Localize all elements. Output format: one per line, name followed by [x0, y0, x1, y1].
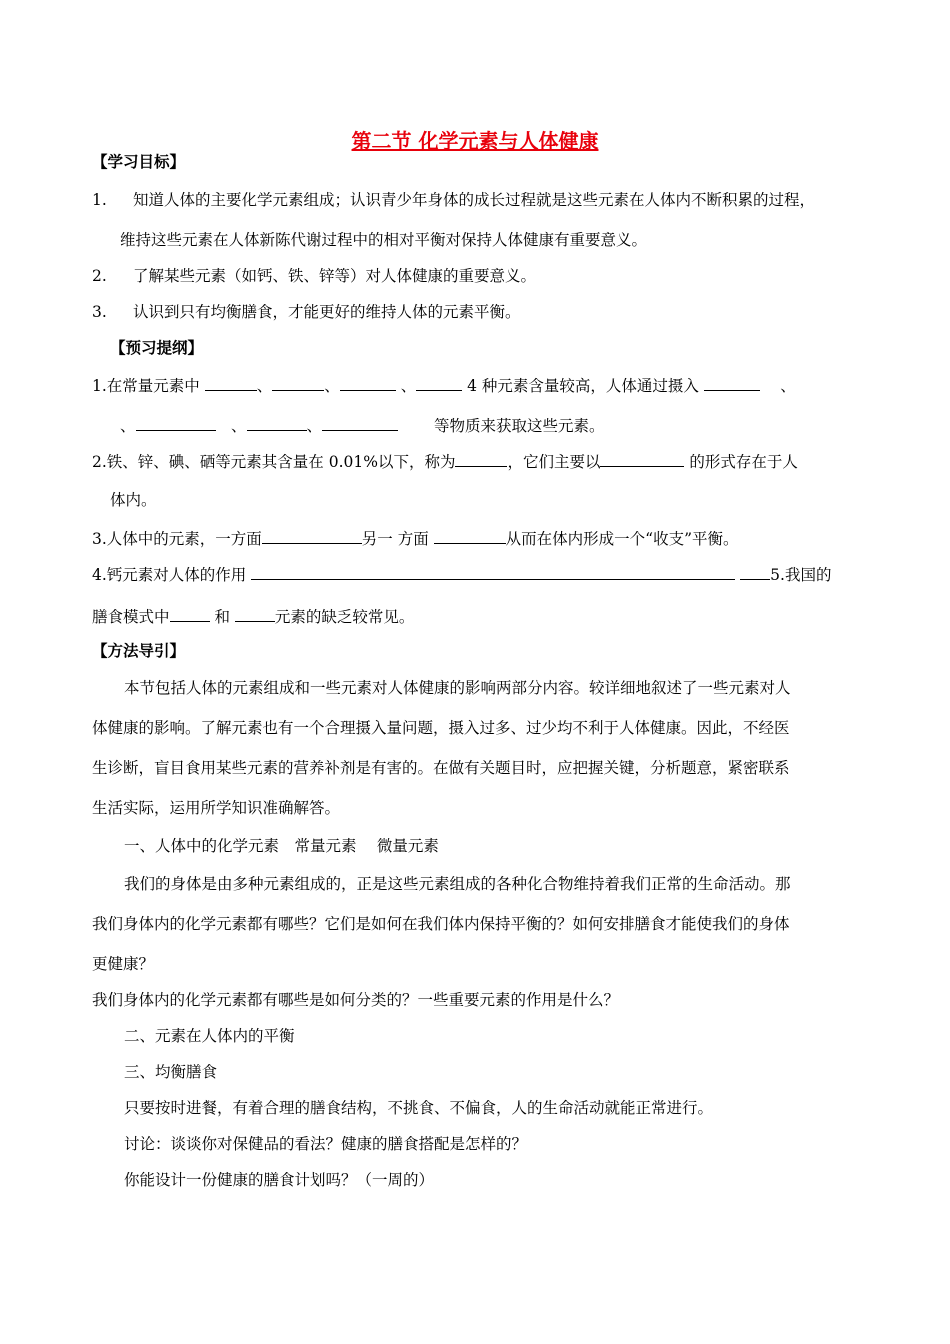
discuss-line: 讨论：谈谈你对保健品的看法？健康的膳食搭配是怎样的？: [124, 1135, 528, 1153]
diet-line: 只要按时进餐，有着合理的膳食结构，不挑食、不偏食，人的生命活动就能正常进行。: [124, 1099, 714, 1117]
q5-text-b: 膳食模式中: [92, 608, 170, 626]
section-part3: 三、均衡膳食: [124, 1063, 218, 1081]
goal-item-3: [92, 302, 520, 322]
goal-number: 3.: [92, 303, 107, 321]
answer-blank[interactable]: [247, 414, 307, 431]
outline-heading: 【预习提纲】: [110, 339, 204, 357]
q3-text-b: 另一 方面: [361, 530, 429, 548]
method-para-line: 本节包括人体的元素组成和一些元素对人体健康的影响两部分内容。较详细地叙述了一些元素对人: [124, 679, 791, 697]
q2-text-a: 2.铁、锌、碘、硒等元素其含量在 0.01%以下，称为: [92, 453, 456, 471]
q5-text-a: 5.我国的: [770, 566, 832, 584]
goal-item-2: [92, 266, 536, 286]
answer-blank[interactable]: [455, 450, 507, 467]
answer-blank[interactable]: [205, 374, 257, 391]
body-para-line: 我们的身体是由多种元素组成的，正是这些元素组成的各种化合物维持着我们正常的生命活动。那: [124, 875, 791, 893]
page-title: 第二节 化学元素与人体健康: [351, 129, 599, 153]
goal-item-1: [92, 190, 815, 210]
answer-blank[interactable]: [272, 374, 324, 391]
method-para-line: 体健康的影响。了解元素也有一个合理摄入量问题，摄入过多、过少均不利于人体健康。因此，不经医: [92, 719, 790, 737]
outline-q3: [92, 527, 739, 549]
answer-blank[interactable]: [340, 374, 396, 391]
q5-text-c: 和: [214, 608, 230, 626]
question-line: 我们身体内的化学元素都有哪些是如何分类的？一些重要元素的作用是什么？: [92, 991, 620, 1009]
q1-text-a: 1.在常量元素中: [92, 377, 200, 395]
body-para-line: 更健康？: [92, 955, 155, 973]
answer-blank[interactable]: [322, 414, 398, 431]
goal-text: 了解某些元素（如钙、铁、锌等）对人体健康的重要意义。: [132, 267, 536, 285]
section-part1: 一、人体中的化学元素 常量元素 微量元素: [124, 837, 439, 855]
goal-number: 2.: [92, 267, 107, 285]
q1-text-c: 等物质来获取这些元素。: [433, 417, 605, 435]
q3-text-c: 从而在体内形成一个“收支”平衡。: [505, 530, 739, 548]
outline-q5: [92, 605, 414, 627]
goal-item-1-cont: 维持这些元素在人体新陈代谢过程中的相对平衡对保持人体健康有重要意义。: [120, 231, 648, 249]
q3-text-a: 3.人体中的元素，一方面: [92, 530, 262, 548]
answer-blank[interactable]: [704, 374, 760, 391]
answer-blank[interactable]: [740, 563, 770, 580]
goal-text: 认识到只有均衡膳食，才能更好的维持人体的元素平衡。: [132, 303, 521, 321]
body-para-line: 我们身体内的化学元素都有哪些？它们是如何在我们体内保持平衡的？如何安排膳食才能使我们的身体: [92, 915, 790, 933]
answer-blank[interactable]: [262, 527, 362, 544]
goals-heading: 【学习目标】: [92, 153, 186, 171]
answer-blank[interactable]: [600, 450, 684, 467]
outline-q2-cont: 体内。: [110, 491, 157, 509]
outline-q4: [92, 563, 831, 585]
q2-text-c: 的形式存在于人: [689, 453, 798, 471]
outline-q2: [92, 450, 798, 472]
answer-blank[interactable]: [416, 374, 462, 391]
answer-blank[interactable]: [251, 563, 735, 580]
method-heading: 【方法导引】: [92, 642, 186, 660]
q1-text-b: 4 种元素含量较高，人体通过摄入: [467, 377, 699, 395]
plan-line: 你能设计一份健康的膳食计划吗？（一周的）: [124, 1171, 435, 1189]
q4-text-a: 4.钙元素对人体的作用: [92, 566, 247, 584]
goal-number: 1.: [92, 191, 107, 209]
answer-blank[interactable]: [235, 605, 275, 622]
outline-q1: 1.在常量元素中 、 、 、 4 种元素含量较高，人体通过摄入 、: [92, 374, 796, 396]
answer-blank[interactable]: [434, 527, 506, 544]
q2-text-b: ，它们主要以: [507, 453, 601, 471]
section-part2: 二、元素在人体内的平衡: [124, 1027, 295, 1045]
method-para-line: 生活实际，运用所学知识准确解答。: [92, 799, 341, 817]
q5-text-d: 元素的缺乏较常见。: [274, 608, 415, 626]
goal-text: 知道人体的主要化学元素组成；认识青少年身体的成长过程就是这些元素在人体内不断积累的过程，: [132, 191, 815, 209]
method-para-line: 生诊断，盲目食用某些元素的营养补剂是有害的。在做有关题目时，应把握关键，分析题意，紧密联系: [92, 759, 790, 777]
answer-blank[interactable]: [170, 605, 210, 622]
outline-q1-cont: 、 、 、 等物质来获取这些元素。: [120, 414, 605, 436]
answer-blank[interactable]: [136, 414, 216, 431]
